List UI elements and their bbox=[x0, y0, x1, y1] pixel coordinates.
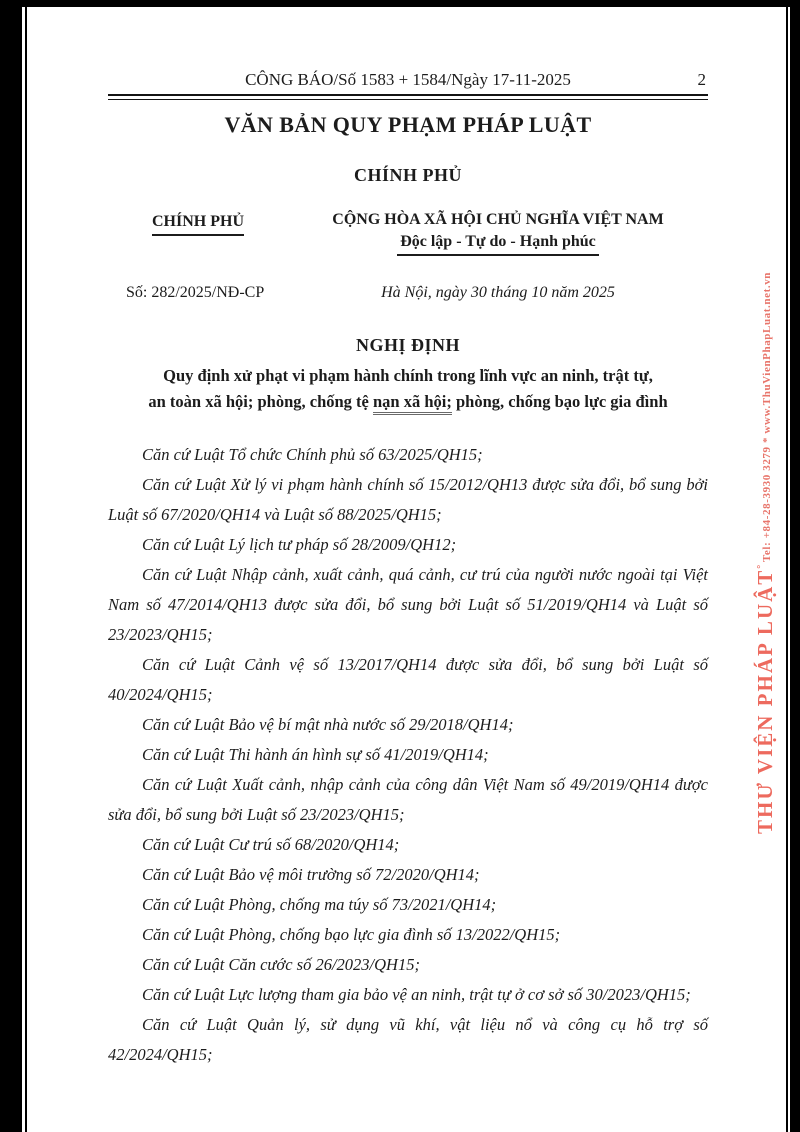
publisher-brand-text: THƯ VIỆN PHÁP LUẬT bbox=[753, 568, 777, 834]
preamble bbox=[108, 440, 708, 1070]
preamble-paragraph: Căn cứ Luật Bảo vệ môi trường số 72/2020/QH14; bbox=[142, 865, 480, 884]
preamble-paragraph: Căn cứ Luật Xử lý vi phạm hành chính số 15/2012/QH13 được sửa đổi, bổ sung bởi Luật số 67/2020/QH14 và Luật số 88/2025/QH15; bbox=[108, 475, 708, 524]
number-date-row bbox=[108, 284, 708, 302]
document-title-line1: Quy định xử phạt vi phạm hành chính trong lĩnh vực an ninh, trật tự, bbox=[163, 366, 653, 385]
place-and-date: Hà Nội, ngày 30 tháng 10 năm 2025 bbox=[381, 284, 615, 301]
letterhead-motto-block bbox=[288, 211, 708, 256]
document-title bbox=[108, 363, 708, 415]
page-rule-left bbox=[25, 0, 27, 1132]
preamble-paragraph: Căn cứ Luật Lý lịch tư pháp số 28/2009/QH12; bbox=[142, 535, 457, 554]
preamble-paragraph: Căn cứ Luật Cảnh vệ số 13/2017/QH14 được sửa đổi, bổ sung bởi Luật số 40/2024/QH15; bbox=[108, 655, 708, 704]
gazette-header-title: CÔNG BÁO/Số 1583 + 1584/Ngày 17-11-2025 bbox=[245, 70, 571, 89]
document-title-link[interactable]: nạn xã hội; bbox=[373, 392, 452, 415]
gazette-page bbox=[108, 0, 708, 1070]
national-motto-line1: CỘNG HÒA XÃ HỘI CHỦ NGHĨA VIỆT NAM bbox=[332, 211, 664, 228]
preamble-paragraph: Căn cứ Luật Căn cước số 26/2023/QH15; bbox=[142, 955, 420, 974]
page-border-right bbox=[790, 0, 800, 1132]
header-double-rule bbox=[108, 94, 708, 100]
preamble-paragraph: Căn cứ Luật Tổ chức Chính phủ số 63/2025/QH15; bbox=[142, 445, 483, 464]
preamble-paragraph: Căn cứ Luật Cư trú số 68/2020/QH14; bbox=[142, 835, 400, 854]
preamble-paragraph: Căn cứ Luật Thi hành án hình sự số 41/2019/QH14; bbox=[142, 745, 489, 764]
page-rule-right bbox=[786, 0, 788, 1132]
preamble-paragraph: Căn cứ Luật Nhập cảnh, xuất cảnh, quá cảnh, cư trú của người nước ngoài tại Việt Nam số 47/2014/QH13 được sửa đổi, bổ sung bởi Luật số 51/2019/QH14 và Luật số 23/2023/QH15; bbox=[108, 565, 708, 644]
preamble-paragraph: Căn cứ Luật Xuất cảnh, nhập cảnh của công dân Việt Nam số 49/2019/QH14 được sửa đổi, bổ sung bởi Luật số 23/2023/QH15; bbox=[108, 775, 708, 824]
publisher-watermark-brand bbox=[753, 565, 778, 834]
document-title-line2-suffix: phòng, chống bạo lực gia đình bbox=[451, 392, 668, 411]
page-number: 2 bbox=[697, 70, 706, 89]
preamble-paragraph: Căn cứ Luật Lực lượng tham gia bảo vệ an ninh, trật tự ở cơ sở số 30/2023/QH15; bbox=[142, 985, 691, 1004]
national-motto-line2: Độc lập - Tự do - Hạnh phúc bbox=[397, 233, 599, 256]
document-number: Số: 282/2025/NĐ-CP bbox=[126, 284, 265, 301]
letterhead bbox=[108, 211, 708, 256]
document-type-heading: NGHỊ ĐỊNH bbox=[355, 335, 460, 355]
gazette-header-row bbox=[108, 69, 708, 90]
preamble-paragraph: Căn cứ Luật Phòng, chống bạo lực gia đình số 13/2022/QH15; bbox=[142, 925, 561, 944]
page-border-left bbox=[0, 0, 22, 1132]
preamble-paragraph: Căn cứ Luật Quản lý, sử dụng vũ khí, vật liệu nổ và công cụ hỗ trợ số 42/2024/QH15; bbox=[108, 1015, 708, 1064]
preamble-paragraph: Căn cứ Luật Bảo vệ bí mật nhà nước số 29/2018/QH14; bbox=[142, 715, 514, 734]
preamble-paragraph: Căn cứ Luật Phòng, chống ma túy số 73/2021/QH14; bbox=[142, 895, 497, 914]
publisher-watermark-contact: Tel: +84-28-3930 3279 * www.ThuVienPhapLuat.net.vn bbox=[761, 271, 773, 562]
document-title-line2-prefix: an toàn xã hội; phòng, chống tệ bbox=[148, 392, 373, 411]
letterhead-issuer: CHÍNH PHỦ bbox=[152, 213, 244, 236]
letterhead-issuer-block bbox=[108, 211, 288, 256]
issuer-heading: CHÍNH PHỦ bbox=[354, 165, 462, 185]
publisher-brand-mark: ° bbox=[756, 564, 767, 569]
section-title: VĂN BẢN QUY PHẠM PHÁP LUẬT bbox=[224, 112, 592, 137]
